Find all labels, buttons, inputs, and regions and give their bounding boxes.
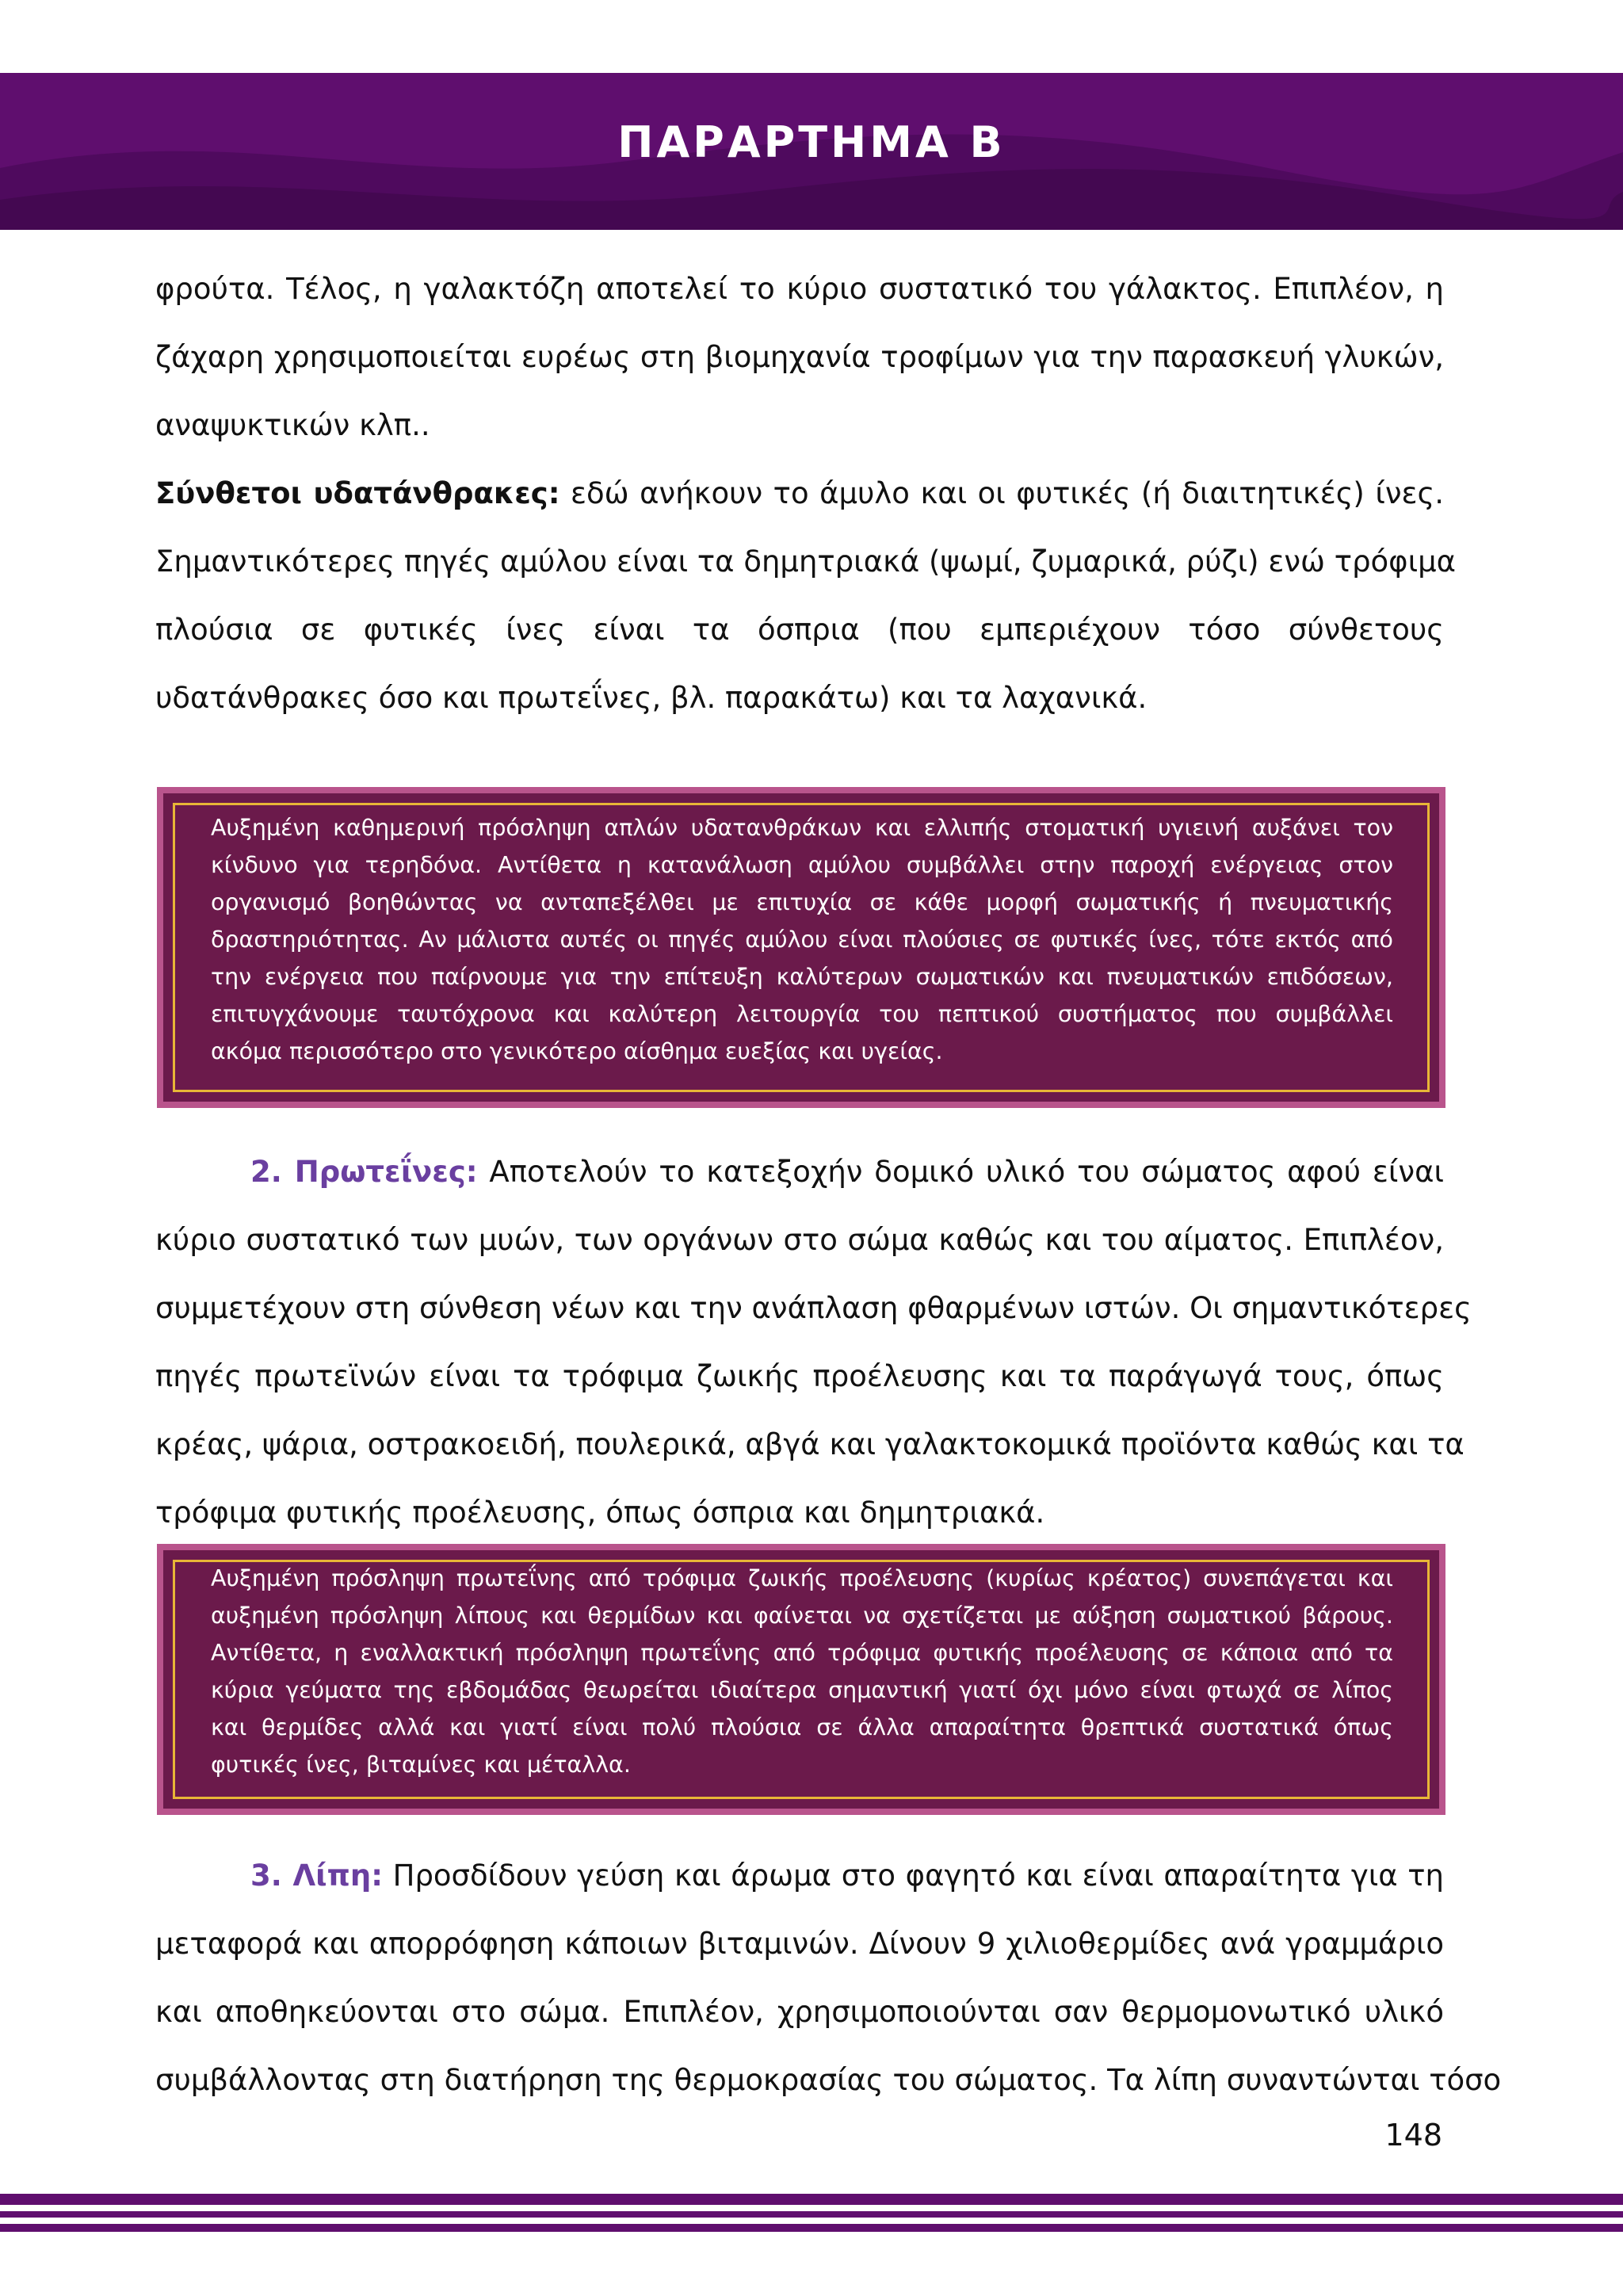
callout-text — [211, 809, 1393, 1070]
section-proteins — [155, 1138, 1472, 1547]
text-line: κρέας, ψάρια, οστρακοειδή, πουλερικά, αβγά και γαλακτοκομικά προϊόντα καθώς και τα — [155, 1427, 1465, 1461]
callout-line: δραστηριότητας. Αν μάλιστα αυτές οι πηγές αμύλου είναι πλούσιες σε φυτικές ίνες, τότε εκτός από — [211, 926, 1393, 953]
callout-line: Αντίθετα, η εναλλακτική πρόσληψη πρωτεΐνης από τρόφιμα φυτικής προέλευσης σε κάποια από τα — [211, 1640, 1393, 1666]
section-heading: 3. Λίπη: — [250, 1859, 383, 1893]
info-callout-proteins — [157, 1544, 1445, 1815]
text-line: αναψυκτικών κλπ.. — [155, 408, 430, 442]
text-line: κύριο συστατικό των μυών, των οργάνων στο σώμα καθώς και του αίματος. Επιπλέον, — [155, 1223, 1444, 1257]
text-line: συμβάλλοντας στη διατήρηση της θερμοκρασίας του σώματος. Τα λίπη συναντώνται τόσο — [155, 2063, 1502, 2097]
text-line: και αποθηκεύονται στο σώμα. Επιπλέον, χρησιμοποιούνται σαν θερμομονωτικό υλικό — [155, 1995, 1444, 2029]
callout-line: επιτυγχάνουμε ταυτόχρονα και καλύτερη λειτουργία του πεπτικού συστήματος που συμβάλλει — [211, 1001, 1393, 1027]
paragraph-intro — [155, 255, 1444, 460]
text-fragment: εδώ ανήκουν το άμυλο και οι φυτικές (ή διαιτητικές) ίνες. — [559, 476, 1444, 510]
text-line: υδατάνθρακες όσο και πρωτεΐνες, βλ. παρακάτω) και τα λαχανικά. — [155, 681, 1148, 715]
callout-line: την ενέργεια που παίρνουμε για την επίτευξη καλύτερων σωματικών και πνευματικών επιδόσεων, — [211, 964, 1393, 990]
section-heading: 2. Πρωτεΐνες: — [250, 1155, 478, 1189]
callout-line: οργανισμό βοηθώντας να ανταπεξέλθει με επιτυχία σε κάθε μορφή σωματικής ή πνευματικής — [211, 889, 1393, 915]
callout-line: ακόμα περισσότερο στο γενικότερο αίσθημα ευεξίας και υγείας. — [211, 1038, 943, 1064]
text-line — [155, 1842, 1444, 1910]
text-fragment: Αποτελούν το κατεξοχήν δομικό υλικό του σώματος αφού είναι — [477, 1155, 1444, 1189]
text-line: τρόφιμα φυτικής προέλευσης, όπως όσπρια και δημητριακά. — [155, 1496, 1045, 1530]
callout-line: φυτικές ίνες, βιταμίνες και μέταλλα. — [211, 1752, 631, 1778]
footer-rule-middle — [0, 2211, 1623, 2218]
paragraph-complex-carbs — [155, 460, 1457, 732]
footer-rule-top — [0, 2194, 1623, 2205]
callout-text — [211, 1560, 1393, 1783]
text-line: πλούσια σε φυτικές ίνες είναι τα όσπρια (που εμπεριέχουν τόσο σύνθετους — [155, 613, 1444, 647]
callout-line: αυξημένη πρόσληψη λίπους και θερμίδων και φαίνεται να σχετίζεται με αύξηση σωματικού βάρους. — [211, 1603, 1393, 1629]
text-line: Σημαντικότερες πηγές αμύλου είναι τα δημητριακά (ψωμί, ζυμαρικά, ρύζι) ενώ τρόφιμα — [155, 544, 1457, 579]
text-line: ζάχαρη χρησιμοποιείται ευρέως στη βιομηχανία τροφίμων για την παρασκευή γλυκών, — [155, 340, 1444, 374]
term-heading: Σύνθετοι υδατάνθρακες: — [155, 476, 560, 510]
text-line: φρούτα. Τέλος, η γαλακτόζη αποτελεί το κύριο συστατικό του γάλακτος. Επιπλέον, η — [155, 272, 1444, 306]
text-line: πηγές πρωτεϊνών είναι τα τρόφιμα ζωικής προέλευσης και τα παράγωγά τους, όπως — [155, 1359, 1444, 1393]
text-line — [155, 460, 1444, 528]
text-fragment: Προσδίδουν γεύση και άρωμα στο φαγητό και είναι απαραίτητα για τη — [383, 1859, 1444, 1893]
callout-line: Αυξημένη πρόσληψη πρωτεΐνης από τρόφιμα ζωικής προέλευσης (κυρίως κρέατος) συνεπάγεται και — [211, 1565, 1393, 1591]
callout-line: κίνδυνο για τερηδόνα. Αντίθετα η κατανάλωση αμύλου συμβάλλει στην παροχή ενέργειας στον — [211, 852, 1393, 878]
text-line — [155, 1138, 1444, 1206]
section-fats — [155, 1842, 1502, 2115]
text-line: μεταφορά και απορρόφηση κάποιων βιταμινών. Δίνουν 9 χιλιοθερμίδες ανά γραμμάριο — [155, 1927, 1444, 1961]
page-header-title: ΠΑΡΑΡΤΗΜΑ Β — [617, 117, 1006, 167]
footer-rule-bottom — [0, 2224, 1623, 2232]
page-number: 148 — [1384, 2118, 1442, 2153]
callout-line: κύρια γεύματα της εβδομάδας θεωρείται ιδιαίτερα σημαντική γιατί όχι μόνο είναι φτωχά σε λίπος — [211, 1677, 1393, 1703]
text-line: συμμετέχουν στη σύνθεση νέων και την ανάπλαση φθαρμένων ιστών. Οι σημαντικότερες — [155, 1291, 1472, 1325]
callout-line: Αυξημένη καθημερινή πρόσληψη απλών υδατανθράκων και ελλιπής στοματική υγιεινή αυξάνει τον — [211, 815, 1393, 841]
callout-line: και θερμίδες αλλά και γιατί είναι πολύ πλούσια σε άλλα απαραίτητα θρεπτικά συστατικά όπως — [211, 1714, 1393, 1740]
info-callout-carbs — [157, 787, 1445, 1108]
